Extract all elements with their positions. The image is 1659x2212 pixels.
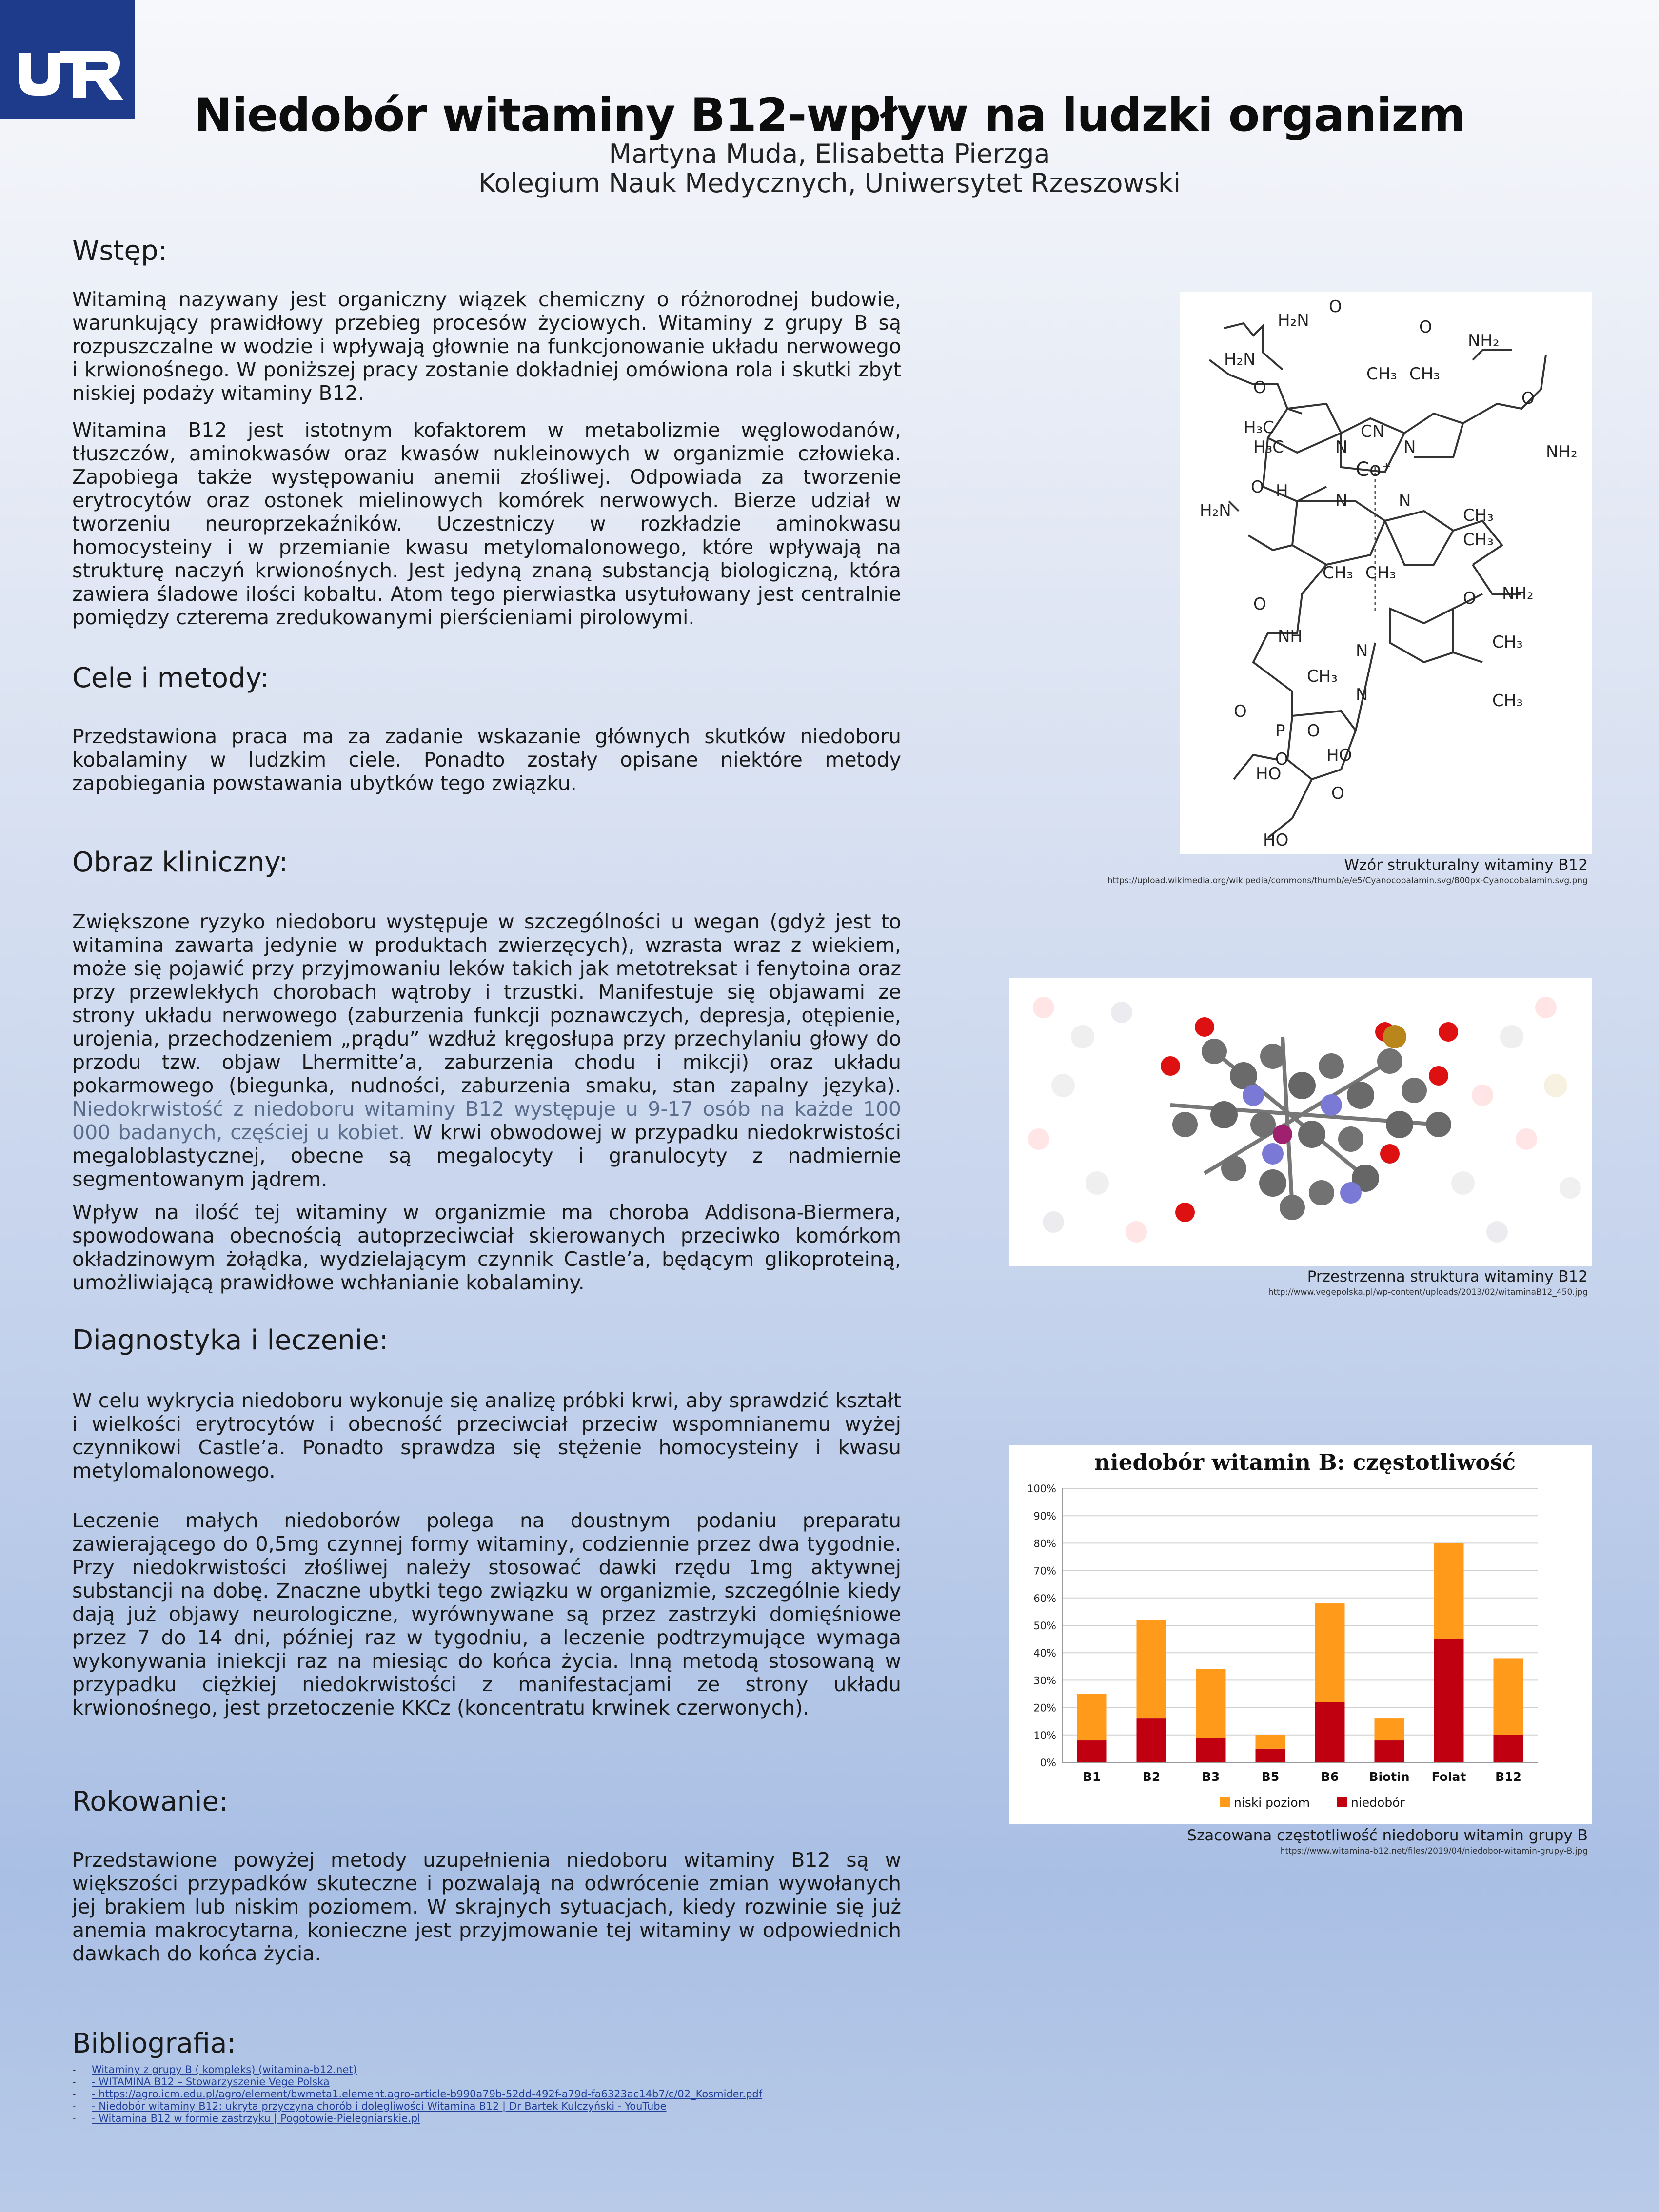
- atom-label: CH₃: [1365, 563, 1396, 583]
- atom-label: CH₃: [1366, 364, 1397, 384]
- diag-paragraph-1: W celu wykrycia niedoboru wykonuje się analizę próbki krwi, aby sprawdzić kształt i wielkości erytrocytów i obecność przeciwciał przeciw wspomnianemu wyżej czynnikowi Castle’a. Ponadto sprawdza się stężenie homocysteiny i kwasu metylomalonowego.: [72, 1389, 901, 1482]
- figure-caption: Przestrzenna struktura witaminy B12: [1307, 1268, 1588, 1285]
- bar-segment: [1434, 1543, 1464, 1639]
- section-heading-wstep: Wstęp:: [72, 235, 168, 267]
- ur-logo-icon: [0, 0, 135, 119]
- section-heading-obraz: Obraz kliniczny:: [72, 847, 288, 878]
- obraz-paragraph-1: [72, 910, 901, 1191]
- bar-segment: [1077, 1694, 1107, 1741]
- atom-label: H₂N: [1278, 311, 1309, 330]
- legend-swatch: [1337, 1797, 1347, 1807]
- atom-label: CH₃: [1492, 632, 1523, 652]
- poster-authors: Martyna Muda, Elisabetta Pierzga: [609, 138, 1050, 169]
- wstep-paragraph-1: Witaminą nazywany jest organiczny wiązek chemiczny o różnorodnej budowie, warunkujący prawidłowy przebieg procesów życiowych. Witaminy z grupy B są rozpuszczalne w wodzie i wpływają głownie na funkcjonowanie układu nerwowego i krwionośnego. W poniższej pracy zostanie dokładniej omówiona rola i skutki zbyt niskiej podaży witaminy B12.: [72, 288, 901, 405]
- atom-label: O: [1253, 594, 1266, 614]
- x-category-label: Folat: [1431, 1770, 1466, 1784]
- atom-label: N: [1356, 641, 1368, 661]
- atom-label: Co⁺: [1356, 458, 1392, 481]
- atom-label: O: [1521, 389, 1535, 408]
- atom-label: P: [1275, 721, 1285, 741]
- poster-affiliation: Kolegium Nauk Medycznych, Uniwersytet Rzeszowski: [478, 168, 1181, 198]
- y-tick-label: 0%: [1040, 1757, 1056, 1769]
- bar-segment: [1077, 1740, 1107, 1762]
- legend-swatch: [1220, 1797, 1230, 1807]
- 3d-structure-figure: [1009, 978, 1592, 1266]
- atom-label: O: [1331, 784, 1344, 803]
- atom-label: O: [1251, 477, 1264, 497]
- atom-label: CH₃: [1409, 364, 1440, 384]
- atom-label: NH: [1278, 627, 1303, 646]
- x-category-label: Biotin: [1369, 1770, 1410, 1784]
- y-tick-label: 50%: [1033, 1620, 1056, 1632]
- atom-label: CH₃: [1323, 563, 1353, 583]
- bibliography-list: [72, 2064, 762, 2125]
- wstep-paragraph-2: Witamina B12 jest istotnym kofaktorem w metabolizmie węglowodanów, tłuszczów, aminokwasów oraz kwasów nukleinowych w organizmie człowieka. Zapobiega także występowaniu anemii złośliwej. Odpowiada za tworzenie erytrocytów oraz ostonek mielinowych komórek nerwowych. Bierze udział w tworzeniu neuroprzekaźników. Uczestniczy w rozkładzie aminokwasu homocysteiny i w przemianie kwasu metylomalonowego, które wpływają na strukturę naczyń krwionośnych. Jest jedyną znaną substancją biologiczną, która zawiera śladowe ilości kobaltu. Atom tego pierwiastka usytułowany jest centralnie pomiędzy czterema zredukowanymi pierścieniami pirolowymi.: [72, 418, 901, 629]
- bibliography-link[interactable]: - Witaminy z grupy B ( kompleks) (witamina-b12.net): [72, 2064, 762, 2076]
- legend-label: niedobór: [1351, 1796, 1405, 1810]
- figure-caption: Szacowana częstotliwość niedoboru witamin grupy B: [1187, 1827, 1588, 1844]
- y-tick-label: 30%: [1033, 1675, 1056, 1687]
- atom-label: N: [1335, 491, 1348, 511]
- atom-label: CN: [1361, 422, 1385, 441]
- bar-segment: [1434, 1639, 1464, 1762]
- obraz-text-c: W krwi obwodowej w przypadku niedokrwistości megaloblastycznej, obecne są megalocyty i granulocyty z nadmiernie segmentowanym jądrem.: [72, 1121, 901, 1191]
- atom-label: O: [1419, 317, 1432, 337]
- figure-caption: Wzór strukturalny witaminy B12: [1344, 856, 1588, 874]
- bar-segment: [1196, 1669, 1226, 1738]
- obraz-text-a: Zwiększone ryzyko niedoboru występuje w szczególności u wegan (gdyż jest to witamina zawarta jedynie w produktach zwierzęcych), wzrasta wraz z wiekiem, może się pojawić przy przyjmowaniu leków takich jak metotreksat i fenytoina oraz przy przewlekłych chorobach wątroby i trzustki. Manifestuje się objawami ze strony układu nerwowego (zaburzenia funkcji poznawczych, depresja, otępienie, urojenia, przechodzeniem „prądu” wzdłuż kręgosłupa przy przechylaniu głowy do przodu tzw. objaw Lhermitte’a, zaburzenia chodu i mikcji) oraz układu pokarmowego (biegunka, nudności, zaburzenia smaku, stan zapalny języka).: [72, 910, 901, 1097]
- atom-label: O: [1329, 297, 1342, 316]
- bar-segment: [1494, 1735, 1523, 1762]
- atom-label: NH₂: [1546, 442, 1578, 462]
- atom-label: CH₃: [1492, 691, 1523, 711]
- structural-formula-figure: [1180, 292, 1592, 854]
- bar-segment: [1256, 1735, 1285, 1749]
- y-tick-label: 20%: [1033, 1702, 1056, 1714]
- vitamin-deficiency-chart: [1009, 1445, 1592, 1824]
- bar-segment: [1315, 1702, 1345, 1762]
- atom-label: H: [1276, 481, 1288, 501]
- figure-source-url: https://upload.wikimedia.org/wikipedia/commons/thumb/e/e5/Cyanocobalamin.svg/800px-Cyanocobalamin.svg.png: [1107, 876, 1588, 886]
- bar-segment: [1494, 1658, 1523, 1735]
- university-logo: [0, 0, 135, 119]
- atom-label: N: [1356, 685, 1368, 705]
- bar-segment: [1256, 1749, 1285, 1762]
- atom-label: HO: [1263, 830, 1289, 850]
- x-category-label: B2: [1142, 1770, 1161, 1784]
- y-tick-label: 90%: [1033, 1510, 1056, 1522]
- rokowanie-paragraph-1: Przedstawione powyżej metody uzupełnienia niedoboru witaminy B12 są w większości przypadków skuteczne i pozwalają na odwrócenie zmian wywołanych jej brakiem lub niskim poziomem. W skrajnych sytuacjach, kiedy rozwinie się już anemia makrocytarna, konieczne jest przyjmowanie tej witaminy w odpowiednich dawkach do końca życia.: [72, 1848, 901, 1965]
- bar-segment: [1196, 1738, 1226, 1762]
- section-heading-diagnostyka: Diagnostyka i leczenie:: [72, 1324, 389, 1356]
- y-tick-label: 100%: [1027, 1483, 1056, 1495]
- x-category-label: B1: [1083, 1770, 1101, 1784]
- y-tick-label: 80%: [1033, 1538, 1056, 1550]
- bar-segment: [1375, 1740, 1404, 1762]
- section-heading-bibliografia: Bibliografia:: [72, 2028, 237, 2059]
- molecule-3d-image: [1009, 978, 1592, 1266]
- atom-label: O: [1253, 378, 1266, 397]
- chart-title: niedobór witamin B: częstotliwość: [1094, 1449, 1516, 1475]
- atom-label: O: [1234, 702, 1247, 721]
- atom-label: CH₃: [1307, 667, 1338, 686]
- legend-label: niski poziom: [1234, 1796, 1310, 1810]
- figure-source-url: http://www.vegepolska.pl/wp-content/uploads/2013/02/witaminaB12_450.jpg: [1268, 1287, 1588, 1297]
- y-tick-label: 40%: [1033, 1647, 1056, 1659]
- diag-paragraph-2: Leczenie małych niedoborów polega na doustnym podaniu preparatu zawierającego do 0,5mg czynnej formy witaminy, codziennie przez dwa tygodnie. Przy niedokrwistości złośliwej należy stosować dawki rzędu 1mg aktywnej substancji na dobę. Znaczne ubytki tego związku w organizmie, szczególnie kiedy dają już objawy neurologiczne, wyrównywane są przez zastrzyki domięśniowe przez 7 do 14 dni, później raz w tygodniu, a leczenie podtrzymujące wymaga wykonywania iniekcji raz na miesiąc do końca życia. Inną metodą stosowaną w przypadku ciężkiej niedokrwistości z manifestacjami ze strony układu krwionośnego, jest przetoczenie KKCz (koncentratu krwinek czerwonych).: [72, 1509, 901, 1719]
- x-category-label: B3: [1202, 1770, 1220, 1784]
- atom-label: O: [1275, 750, 1288, 769]
- atom-label: O: [1307, 721, 1320, 741]
- atom-label: H₂N: [1224, 350, 1256, 369]
- bibliography-link[interactable]: - - Witamina B12 w formie zastrzyku | Pogotowie-Pielegniarskie.pl: [72, 2113, 762, 2125]
- atom-label: NH₂: [1468, 331, 1500, 351]
- atom-label: HO: [1326, 746, 1352, 765]
- atom-label: O: [1463, 589, 1476, 608]
- figure-source-url: https://www.witamina-b12.net/files/2019/04/niedobor-witamin-grupy-B.jpg: [1280, 1846, 1588, 1856]
- obraz-paragraph-2: Wpływ na ilość tej witaminy w organizmie ma choroba Addisona-Biermera, spowodowana obecnością autoprzeciwciał skierowanych przeciwko komórkom okładzinowym żołądka, wydzielającym czynnik Castle’a, będącym glikoproteiną, umożliwiającą prawidłowe wchłanianie kobalaminy.: [72, 1201, 901, 1294]
- bibliography-link[interactable]: - - Niedobór witaminy B12: ukryta przyczyna chorób i dolegliwości Witamina B12 | Dr Bartek Kulczyński - YouTube: [72, 2100, 762, 2113]
- obraz-text-highlight: Niedokrwistość z niedoboru witaminy B12 występuje u 9-17 osób na każde 100 000 badanych, częściej u kobiet.: [72, 1097, 901, 1144]
- x-category-label: B6: [1321, 1770, 1339, 1784]
- x-category-label: B5: [1261, 1770, 1280, 1784]
- atom-label: N: [1403, 437, 1416, 457]
- atom-label: NH₂: [1502, 584, 1534, 603]
- cele-paragraph-1: Przedstawiona praca ma za zadanie wskazanie głównych skutków niedoboru kobalaminy w ludzkim ciele. Ponadto zostały opisane niektóre metody zapobiegania powstawania ubytków tego związku.: [72, 725, 901, 795]
- y-tick-label: 60%: [1033, 1592, 1056, 1604]
- section-heading-cele: Cele i metody:: [72, 662, 269, 694]
- section-heading-rokowanie: Rokowanie:: [72, 1786, 228, 1817]
- atom-label: N: [1399, 491, 1411, 511]
- y-tick-label: 70%: [1033, 1565, 1056, 1577]
- bar-segment: [1137, 1620, 1166, 1718]
- poster-title: Niedobór witaminy B12-wpływ na ludzki organizm: [194, 89, 1465, 142]
- atom-label: CH₃: [1463, 530, 1494, 550]
- bar-segment: [1137, 1718, 1166, 1762]
- cyanocobalamin-structure: [1180, 292, 1592, 854]
- bar-chart: [1009, 1445, 1592, 1824]
- atom-label: HO: [1256, 764, 1282, 784]
- atom-label: CH₃: [1463, 506, 1494, 525]
- y-tick-label: 10%: [1033, 1729, 1056, 1741]
- atom-label: H₃C: [1244, 418, 1274, 437]
- atom-label: H₂N: [1200, 501, 1231, 520]
- bibliography-link[interactable]: - - https://agro.icm.edu.pl/agro/element/bwmeta1.element.agro-article-b990a79b-52dd-492f-a79d-fa6323ac14b7/c/02_Kosmider.pdf: [72, 2088, 762, 2100]
- x-category-label: B12: [1495, 1770, 1521, 1784]
- bibliography-link[interactable]: - - WITAMINA B12 – Stowarzyszenie Vege Polska: [72, 2076, 762, 2088]
- atom-label: H₃C: [1253, 437, 1284, 457]
- bar-segment: [1375, 1718, 1404, 1740]
- bar-segment: [1315, 1603, 1345, 1702]
- atom-label: N: [1335, 437, 1348, 457]
